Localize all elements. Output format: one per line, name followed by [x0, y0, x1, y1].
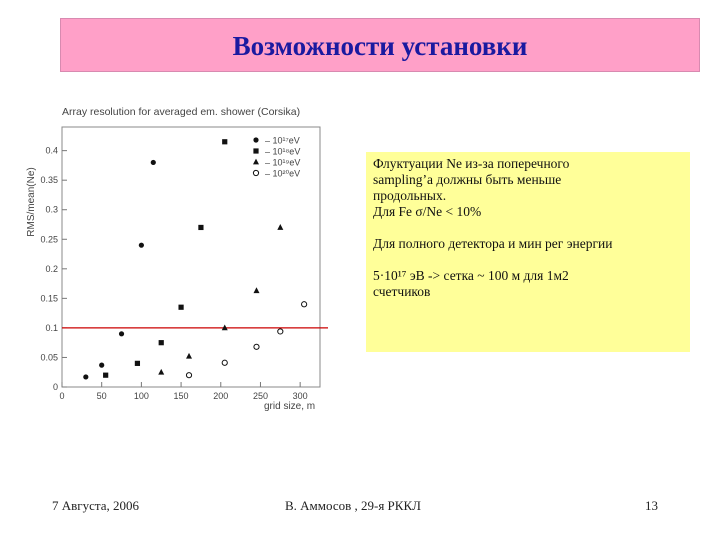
data-point-series-2: [178, 305, 183, 310]
data-point-series-4: [302, 302, 307, 307]
note-line-1: Флуктуации Ne из-за поперечного: [373, 156, 570, 171]
y-tick-label: 0: [52, 382, 58, 392]
note-line-5: Для полного детектора и мин рег энергии: [373, 236, 613, 251]
x-tick-label: 50: [96, 391, 107, 401]
data-point-series-2: [103, 373, 108, 378]
footer-page-number: 13: [645, 498, 658, 513]
data-point-series-4: [222, 360, 227, 365]
data-point-series-2: [222, 139, 227, 144]
data-point-series-1: [139, 243, 144, 248]
note-line-7: счетчиков: [373, 284, 431, 299]
y-tick-label: 0.35: [40, 175, 58, 186]
y-axis-ticks: [40, 146, 67, 392]
data-point-series-3: [277, 224, 283, 230]
y-tick-label: 0.3: [45, 204, 58, 215]
y-tick-label: 0.05: [40, 352, 58, 363]
legend-marker: [253, 170, 258, 175]
footer-date: 7 Августа, 2006: [52, 498, 139, 513]
y-tick-label: 0.1: [45, 322, 58, 333]
footer-author: В. Аммосов , 29-я РККЛ: [285, 498, 421, 513]
data-point-series-3: [158, 369, 164, 375]
slide-title: Возможности установки: [232, 31, 528, 61]
x-axis-ticks: [59, 382, 307, 401]
x-tick-label: 300: [292, 391, 308, 401]
data-point-series-2: [135, 361, 140, 366]
x-tick-label: 200: [213, 391, 229, 401]
y-tick-label: 0.2: [45, 263, 58, 274]
y-tick-label: 0.4: [45, 145, 58, 156]
legend-marker: [253, 137, 258, 142]
data-point-series-1: [151, 160, 156, 165]
data-point-series-1: [119, 331, 124, 336]
data-point-series-2: [198, 225, 203, 230]
legend-label: – 10²⁰eV: [265, 168, 301, 179]
y-tick-label: 0.15: [40, 293, 58, 304]
y-axis-label: RMS/mean(Ne): [26, 167, 37, 237]
data-point-series-2: [159, 340, 164, 345]
title-banner: [60, 18, 700, 72]
data-point-series-1: [99, 363, 104, 368]
y-tick-label: 0.25: [40, 234, 58, 245]
data-point-series-1: [83, 374, 88, 379]
resolution-scatter-plot: [20, 92, 330, 422]
legend-label: – 10¹⁸eV: [265, 146, 301, 157]
data-point-series-4: [278, 329, 283, 334]
legend: [253, 136, 300, 179]
x-tick-label: 150: [173, 391, 189, 401]
x-tick-label: 100: [133, 391, 149, 401]
annotation-box: [366, 152, 690, 352]
data-point-series-3: [186, 353, 192, 359]
x-tick-label: 250: [252, 391, 268, 401]
legend-label: – 10¹⁷eV: [265, 135, 300, 146]
note-line-4: Для Fe σ/Ne < 10%: [373, 204, 482, 219]
chart-title: Array resolution for averaged em. shower (Corsika): [62, 106, 301, 118]
note-line-6: 5·10¹⁷ эВ -> сетка ~ 100 м для 1м2: [373, 268, 569, 283]
note-line-2: sampling’a должны быть меньше: [373, 172, 562, 187]
legend-label: – 10¹⁹eV: [265, 157, 301, 168]
data-point-series-4: [254, 344, 259, 349]
data-point-series-3: [253, 287, 259, 293]
note-line-3: продольных.: [373, 188, 447, 203]
x-tick-label: 0: [59, 391, 65, 401]
data-point-series-4: [186, 373, 191, 378]
x-axis-label: grid size, m: [264, 401, 316, 412]
legend-marker: [253, 148, 258, 153]
legend-marker: [253, 159, 259, 165]
